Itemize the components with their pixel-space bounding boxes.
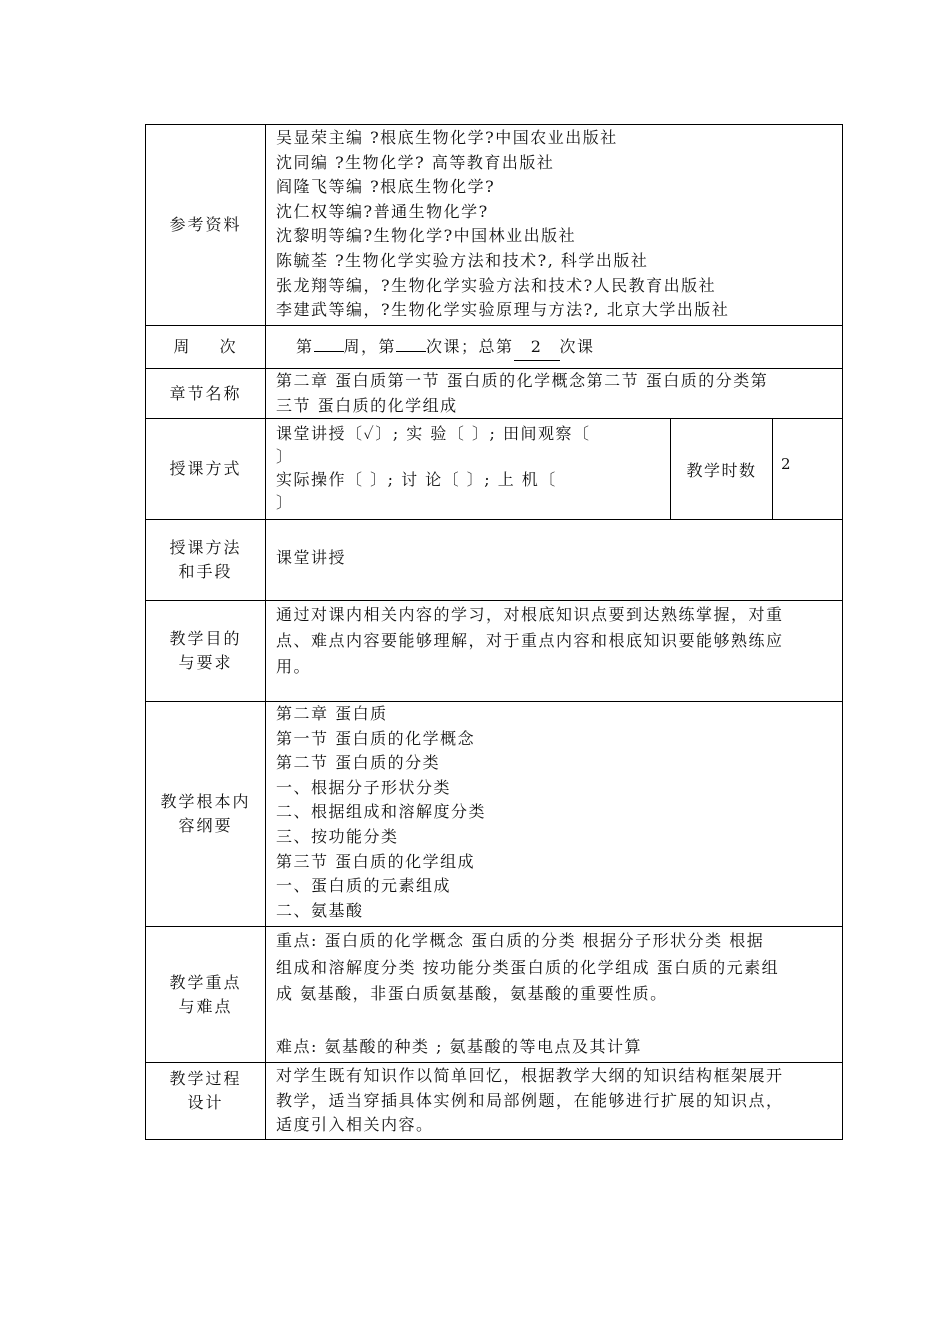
keypoints-line: 成 氨基酸，非蛋白质氨基酸，氨基酸的重要性质。 xyxy=(276,984,668,1003)
delivery-line: 课堂讲授〔✓〕; 实 验〔 〕; 田间观察〔 xyxy=(276,424,591,443)
outline-line: 第三节 蛋白质的化学组成 xyxy=(276,851,476,871)
teaching-hours-value: 2 xyxy=(773,419,843,519)
reference-line: 李建武等编，?生物化学实验原理与方法?, 北京大学出版社 xyxy=(276,300,730,320)
process-label-line: 教学过程 xyxy=(169,1069,242,1088)
objectives-line: 用。 xyxy=(276,657,312,676)
total-lesson-number: 2 xyxy=(514,335,560,361)
delivery-options xyxy=(266,419,671,519)
objectives-label-line: 教学目的 xyxy=(169,629,242,648)
keypoints-line xyxy=(276,1008,834,1034)
references-row xyxy=(146,125,843,326)
keypoints-row xyxy=(146,927,843,1063)
delivery-line: 〕 xyxy=(276,493,294,512)
outline-line: 一、蛋白质的元素组成 xyxy=(276,876,452,896)
reference-line: 沈黎明等编?生物化学?中国林业出版社 xyxy=(276,226,577,246)
week-prefix: 第 xyxy=(296,337,314,356)
chapter-line: 三节 蛋白质的化学组成 xyxy=(276,395,458,415)
reference-line: 沈同编 ?生物化学? 高等教育出版社 xyxy=(276,152,555,172)
keypoints-label-line: 教学重点 xyxy=(169,972,242,992)
reference-line: 陈毓荃 ?生物化学实验方法和技术?, 科学出版社 xyxy=(276,250,649,270)
outline-label xyxy=(146,702,266,926)
reference-line: 沈仁权等编?普通生物化学? xyxy=(276,201,489,221)
week-label: 周 次 xyxy=(146,326,266,368)
chapter-line: 第二章 蛋白质第一节 蛋白质的化学概念第二节 蛋白质的分类第 xyxy=(276,371,769,390)
outline-line: 第二节 蛋白质的分类 xyxy=(276,753,441,773)
process-line: 教学，适当穿插具体实例和局部例题，在能够进行扩展的知识点， xyxy=(276,1090,784,1110)
objectives-line: 通过对课内相关内容的学习，对根底知识点要到达熟练掌握，对重 xyxy=(276,605,784,624)
reference-line: 吴显荣主编 ?根底生物化学?中国农业出版社 xyxy=(276,128,618,147)
week-mid-text: 周，第 xyxy=(343,337,397,356)
reference-line: 张龙翔等编，?生物化学实验方法和技术?人民教育出版社 xyxy=(276,275,717,295)
keypoints-value xyxy=(266,927,843,1062)
outline-row xyxy=(146,702,843,927)
delivery-line: 〕 xyxy=(276,447,294,466)
keypoints-line: 难点: 氨基酸的种类 ; 氨基酸的等电点及其计算 xyxy=(276,1036,643,1056)
method-value: 课堂讲授 xyxy=(266,520,843,600)
objectives-label xyxy=(146,601,266,701)
keypoints-label-line: 与难点 xyxy=(178,996,233,1016)
method-label-line: 授课方法 xyxy=(169,538,242,557)
process-row xyxy=(146,1063,843,1140)
outline-label-line: 教学根本内 xyxy=(160,792,251,811)
lesson-mid-text: 次课；总第 xyxy=(426,337,514,356)
outline-label-line: 容纲要 xyxy=(178,816,233,835)
objectives-line: 点、难点内容要能够理解，对于重点内容和根底知识要能够熟练应 xyxy=(276,631,784,650)
outline-line: 第二章 蛋白质 xyxy=(276,704,388,723)
outline-value xyxy=(266,702,843,926)
chapter-label: 章节名称 xyxy=(146,369,266,418)
reference-line: 阎隆飞等编 ?根底生物化学? xyxy=(276,177,496,197)
outline-line: 第一节 蛋白质的化学概念 xyxy=(276,728,476,748)
keypoints-label xyxy=(146,927,266,1062)
week-row xyxy=(146,326,843,369)
keypoints-line: 重点: 蛋白质的化学概念 蛋白质的分类 根据分子形状分类 根据 xyxy=(276,931,765,950)
outline-line: 三、按功能分类 xyxy=(276,826,399,846)
method-label xyxy=(146,520,266,600)
objectives-value xyxy=(266,601,843,701)
process-line: 对学生既有知识作以简单回忆，根据教学大纲的知识结构框架展开 xyxy=(276,1066,784,1085)
lesson-plan-table xyxy=(145,124,843,1140)
objectives-label-line: 与要求 xyxy=(178,653,233,672)
references-label: 参考资料 xyxy=(146,125,266,325)
week-blank xyxy=(314,351,344,352)
chapter-row xyxy=(146,369,843,419)
outline-line: 一、根据分子形状分类 xyxy=(276,777,452,797)
process-line: 适度引入相关内容。 xyxy=(276,1115,434,1135)
week-suffix: 次课 xyxy=(559,337,595,356)
delivery-row xyxy=(146,419,843,520)
delivery-label: 授课方式 xyxy=(146,419,266,519)
process-label xyxy=(146,1063,266,1139)
outline-line: 二、氨基酸 xyxy=(276,900,364,920)
process-label-line: 设计 xyxy=(187,1093,224,1112)
process-value xyxy=(266,1063,843,1139)
lesson-blank xyxy=(396,351,426,352)
method-label-line: 和手段 xyxy=(178,562,233,581)
week-value xyxy=(266,326,843,368)
delivery-line: 实际操作〔 〕; 讨 论〔 〕; 上 机〔 xyxy=(276,470,557,489)
outline-line: 二、根据组成和溶解度分类 xyxy=(276,802,487,822)
teaching-hours-label: 教学时数 xyxy=(671,419,773,519)
objectives-row xyxy=(146,601,843,702)
chapter-value xyxy=(266,369,843,418)
method-row xyxy=(146,520,843,601)
references-list xyxy=(266,125,843,325)
keypoints-line: 组成和溶解度分类 按功能分类蛋白质的化学组成 蛋白质的元素组 xyxy=(276,957,780,977)
